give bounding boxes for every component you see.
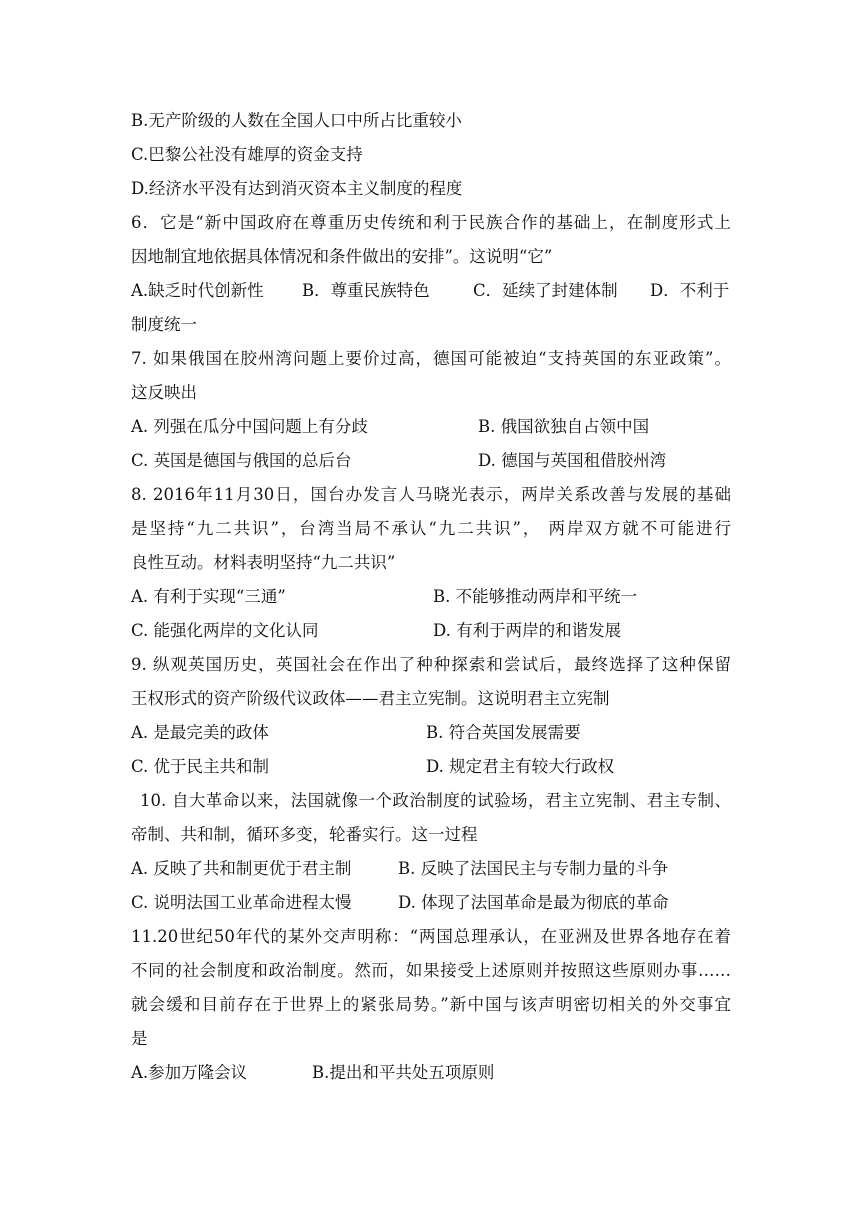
q8-option-b: B. 不能够推动两岸和平统一 (433, 587, 638, 606)
q11-option-b: B.提出和平共处五项原则 (312, 1063, 495, 1082)
q6-option-d-cont: 制度统一 (131, 315, 197, 334)
q11-stem-line4: 是 (131, 1029, 148, 1048)
q8-option-a: A. 有利于实现“三通” (131, 587, 286, 606)
q11-stem-line2: 不同的社会制度和政治制度。然而，如果接受上述原则并按照这些原则办事…… (131, 961, 731, 980)
q9-stem-line2: 王权形式的资产阶级代议政体——君主立宪制。这说明君主立宪制 (131, 689, 610, 708)
q8-option-c: C. 能强化两岸的文化认同 (131, 621, 319, 640)
q10-option-c: C. 说明法国工业革命进程太慢 (131, 893, 352, 912)
q10-option-d: D. 体现了法国革命是最为彻底的革命 (398, 893, 669, 912)
q8-option-d: D. 有利于两岸的和谐发展 (433, 621, 622, 640)
q6-option-b: B．尊重民族特色 (302, 281, 430, 300)
q5-option-d: D.经济水平没有达到消灭资本主义制度的程度 (131, 179, 463, 198)
q5-option-b: B.无产阶级的人数在全国人口中所占比重较小 (131, 111, 462, 130)
q6-option-c: C．延续了封建体制 (473, 281, 618, 300)
q11-option-a: A.参加万隆会议 (131, 1063, 248, 1082)
q7-option-c: C. 英国是德国与俄国的总后台 (131, 451, 352, 470)
q10-option-a: A. 反映了共和制更优于君主制 (131, 859, 352, 878)
q7-stem-line1: 7. 如果俄国在胶州湾问题上要价过高，德国可能被迫“支持英国的东亚政策”。 (131, 349, 731, 368)
q7-option-b: B. 俄国欲独自占领中国 (478, 417, 650, 436)
q5-option-c: C.巴黎公社没有雄厚的资金支持 (131, 145, 363, 164)
q9-option-c: C. 优于民主共和制 (131, 757, 270, 776)
q9-option-a: A. 是最完美的政体 (131, 723, 269, 742)
q6-stem-line2: 因地制宜地依据具体情况和条件做出的安排”。这说明“它” (131, 247, 553, 266)
q9-option-b: B. 符合英国发展需要 (426, 723, 581, 742)
q7-option-d: D. 德国与英国租借胶州湾 (478, 451, 667, 470)
q7-option-a: A. 列强在瓜分中国问题上有分歧 (131, 417, 368, 436)
q6-option-a: A.缺乏时代创新性 (131, 281, 264, 300)
q11-stem-line3: 就会缓和目前存在于世界上的紧张局势。”新中国与该声明密切相关的外交事宜 (131, 995, 731, 1014)
q10-stem-line2: 帝制、共和制，循环多变，轮番实行。这一过程 (131, 825, 478, 844)
q11-stem-line1: 11.20世纪50年代的某外交声明称：“两国总理承认，在亚洲及世界各地存在着 (131, 927, 731, 946)
q8-stem-line3: 良性互动。材料表明坚持“九二共识” (131, 553, 396, 572)
q10-option-b: B. 反映了法国民主与专制力量的斗争 (398, 859, 669, 878)
q9-option-d: D. 规定君主有较大行政权 (426, 757, 615, 776)
q10-stem-line1: 10. 自大革命以来，法国就像一个政治制度的试验场，君主立宪制、君主专制、 (140, 791, 731, 810)
q8-stem-line1: 8. 2016年11月30日，国台办发言人马晓光表示，两岸关系改善与发展的基础 (131, 485, 731, 504)
q7-stem-line2: 这反映出 (131, 383, 197, 402)
q8-stem-line2: 是坚持“九二共识”，台湾当局不承认“九二共识”， 两岸双方就不可能进行 (131, 519, 731, 538)
q9-stem-line1: 9. 纵观英国历史，英国社会在作出了种种探索和尝试后，最终选择了这种保留 (131, 655, 731, 674)
q6-stem-line1: 6．它是“新中国政府在尊重历史传统和利于民族合作的基础上，在制度形式上 (131, 213, 731, 232)
q6-option-d: D．不利于 (650, 281, 730, 300)
